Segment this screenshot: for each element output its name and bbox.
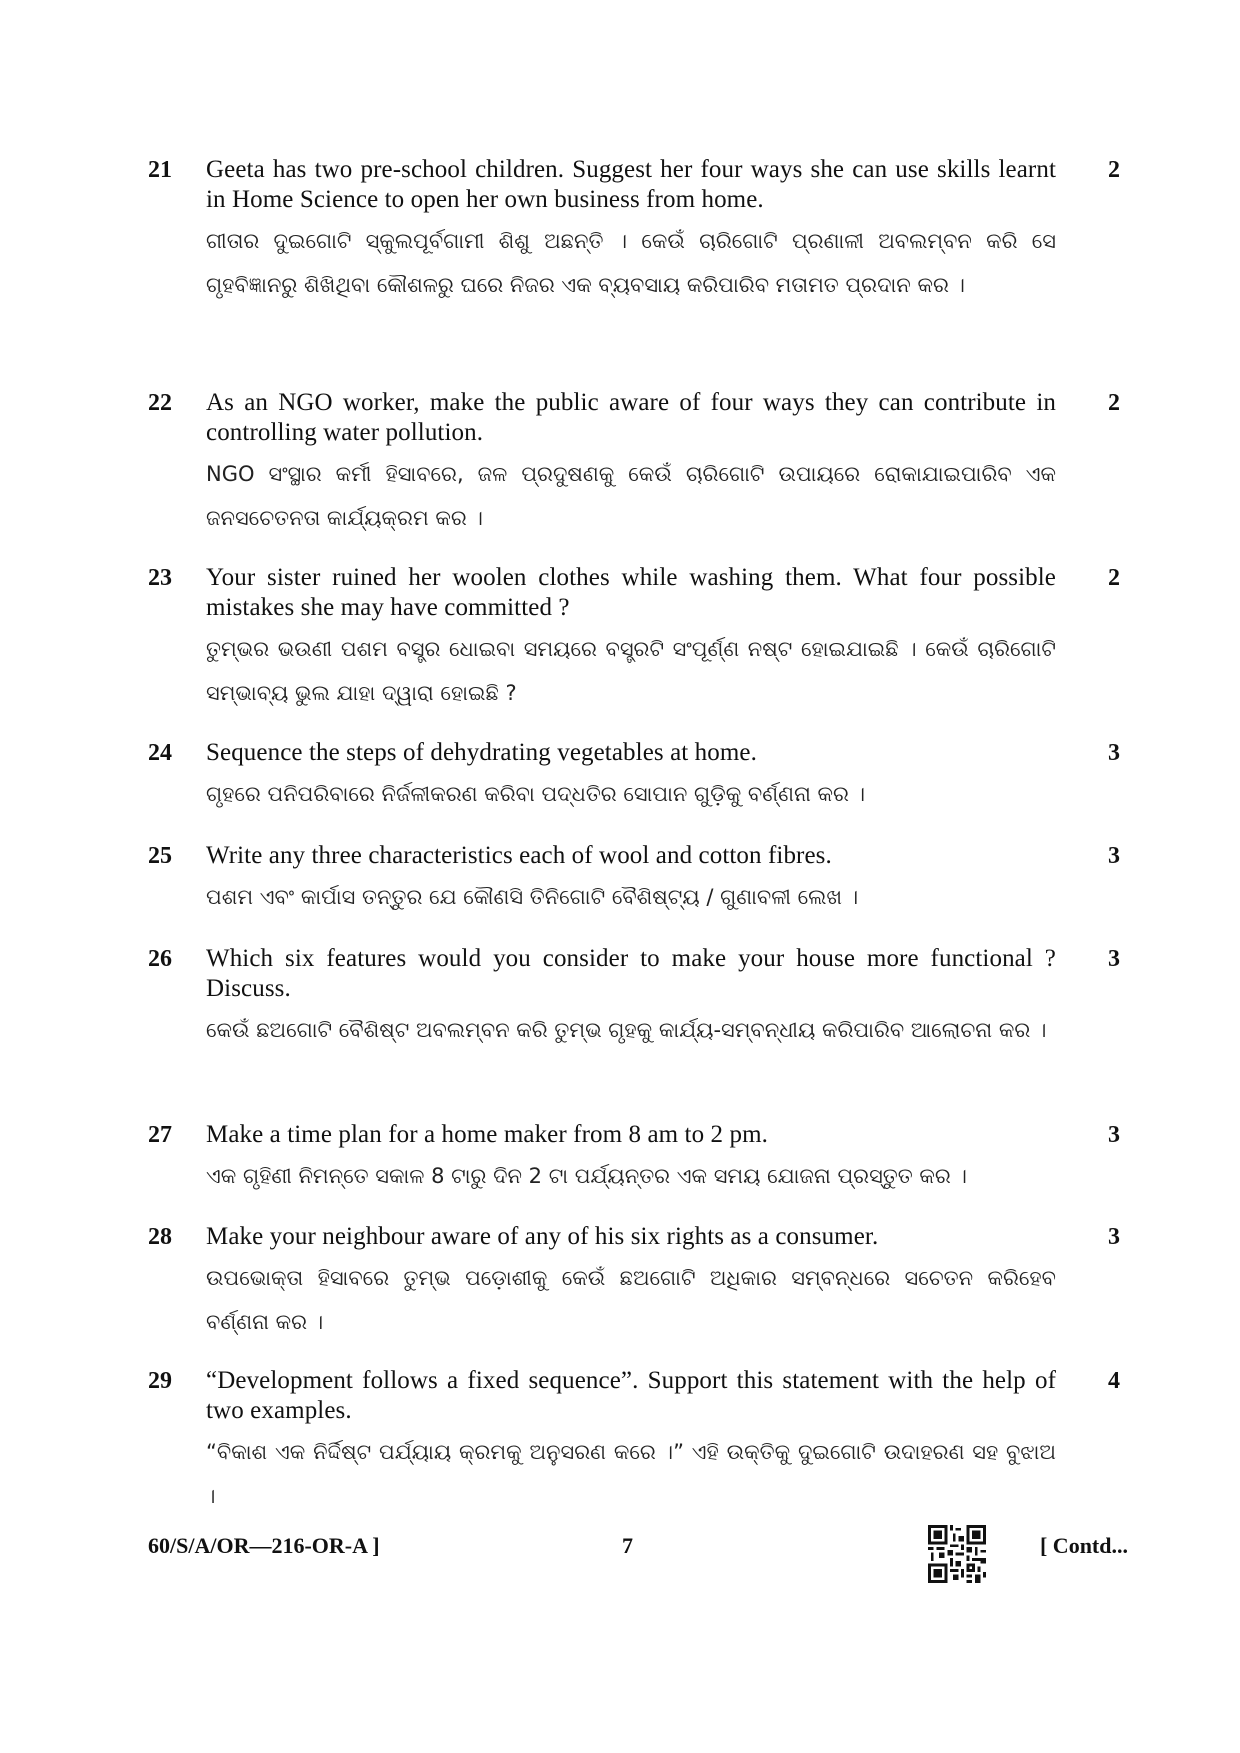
- question-text: [206, 738, 1056, 816]
- question-text: [206, 563, 1056, 715]
- question-text: [206, 944, 1056, 1052]
- question-english: Write any three characteristics each of wool and cotton fibres.: [206, 842, 832, 869]
- question-text: [206, 1366, 1056, 1518]
- question-english: Your sister ruined her woolen clothes while washing them. What four possible mistakes she may have committed ?: [206, 564, 1056, 621]
- question-english: Make a time plan for a home maker from 8 am to 2 pm.: [206, 1121, 768, 1148]
- question-number: 25: [148, 843, 172, 869]
- question-odia: “ବିକାଶ ଏକ ନିର୍ଦ୍ଦିଷ୍ଟ ପର୍ଯ୍ୟାୟ କ୍ରମକୁ ଅନୁସରଣ କରେ ।” ଏହି ଉକ୍ତିକୁ ଦୁଇଗୋଟି ଉଦାହରଣ ସହ ବୁଝାଅ ।: [206, 1440, 1056, 1508]
- question-text: [206, 1120, 1056, 1198]
- question-marks: 3: [1108, 843, 1120, 869]
- question-english: Geeta has two pre-school children. Suggest her four ways she can use skills learnt in Home Science to open her own business from home.: [206, 156, 1056, 213]
- question-text: [206, 841, 1056, 919]
- question-text: [206, 1222, 1056, 1344]
- question-odia: ଏକ ଗୃହିଣୀ ନିମନ୍ତେ ସକାଳ 8 ଟାରୁ ଦିନ 2 ଟା ପର୍ଯ୍ୟନ୍ତର ଏକ ସମୟ ଯୋଜନା ପ୍ରସ୍ତୁତ କର ।: [206, 1164, 967, 1188]
- question-english: Sequence the steps of dehydrating vegetables at home.: [206, 739, 757, 766]
- question-odia: ଗୃହରେ ପନିପରିବାରେ ନିର୍ଜଳୀକରଣ କରିବା ପଦ୍ଧତିର ସୋପାନ ଗୁଡ଼ିକୁ ବର୍ଣ୍ଣନା କର ।: [206, 782, 866, 806]
- question-odia: କେଉଁ ଛଅଗୋଟି ବୈଶିଷ୍ଟ ଅବଲମ୍ବନ କରି ତୁମ୍ଭ ଗୃହକୁ କାର୍ଯ୍ୟ-ସମ୍ବନ୍ଧୀୟ କରିପାରିବ ଆଲୋଚନା କର ।: [206, 1018, 1047, 1042]
- question-odia: ତୁମ୍ଭର ଭଉଣୀ ପଶମ ବସ୍ତ୍ର ଧୋଇବା ସମୟରେ ବସ୍ତ୍ରଟି ସଂପୂର୍ଣ୍ଣ ନଷ୍ଟ ହୋଇଯାଇଛି । କେଉଁ ଚାରିଗୋଟି ସମ୍ଭାବ୍ୟ ଭୁଲ ଯାହା ଦ୍ୱାରା ହୋଇଛି ?: [206, 637, 1056, 705]
- question-number: 27: [148, 1122, 172, 1148]
- page-footer: [148, 1525, 1128, 1585]
- question-odia: ପଶମ ଏବଂ କାର୍ପାସ ତନ୍ତୁର ଯେ କୌଣସି ତିନିଗୋଟି ବୈଶିଷ୍ଟ୍ୟ / ଗୁଣାବଳୀ ଲେଖ ।: [206, 885, 859, 909]
- question-marks: 3: [1108, 1122, 1120, 1148]
- question-odia: ଗୀତାର ଦୁଇଗୋଟି ସ୍କୁଲପୂର୍ବଗାମୀ ଶିଶୁ ଅଛନ୍ତି । କେଉଁ ଚାରିଗୋଟି ପ୍ରଣାଳୀ ଅବଲମ୍ବନ କରି ସେ ଗୃହବିଜ୍ଞାନରୁ ଶିଖିଥିବା କୌଶଳରୁ ଘରେ ନିଜର ଏକ ବ୍ୟବସାୟ କରିପାରିବ ମତାମତ ପ୍ରଦାନ କର ।: [206, 229, 1056, 297]
- page-number: 7: [622, 1533, 633, 1558]
- question-marks: 3: [1108, 1224, 1120, 1250]
- question-number: 24: [148, 740, 172, 766]
- question-number: 28: [148, 1224, 172, 1250]
- question-number: 26: [148, 946, 172, 972]
- question-text: [206, 155, 1056, 307]
- question-marks: 4: [1108, 1368, 1120, 1394]
- qr-code-icon: [928, 1525, 986, 1583]
- question-marks: 2: [1108, 157, 1120, 183]
- question-odia: NGO ସଂସ୍ଥାର କର୍ମୀ ହିସାବରେ, ଜଳ ପ୍ରଦୁଷଣକୁ କେଉଁ ଚାରିଗୋଟି ଉପାୟରେ ରୋକାଯାଇପାରିବ ଏକ ଜନସଚେତନତା କାର୍ଯ୍ୟକ୍ରମ କର ।: [206, 462, 1056, 530]
- question-number: 29: [148, 1368, 172, 1394]
- question-marks: 2: [1108, 565, 1120, 591]
- question-text: [206, 388, 1056, 540]
- continued-label: [ Contd...: [1039, 1533, 1128, 1558]
- question-english: As an NGO worker, make the public aware of four ways they can contribute in controlling water pollution.: [206, 389, 1056, 446]
- question-odia: ଉପଭୋକ୍ତା ହିସାବରେ ତୁମ୍ଭ ପଡ଼ୋଶୀକୁ କେଉଁ ଛଅଗୋଟି ଅଧିକାର ସମ୍ବନ୍ଧରେ ସଚେତନ କରିହେବ ବର୍ଣ୍ଣନା କର ।: [206, 1266, 1056, 1334]
- question-number: 21: [148, 157, 172, 183]
- paper-code: 60/S/A/OR—216-OR-A ]: [148, 1533, 380, 1558]
- question-english: Make your neighbour aware of any of his six rights as a consumer.: [206, 1223, 879, 1250]
- question-number: 23: [148, 565, 172, 591]
- question-marks: 2: [1108, 390, 1120, 416]
- question-english: “Development follows a fixed sequence”. Support this statement with the help of two examples.: [206, 1367, 1056, 1424]
- question-marks: 3: [1108, 946, 1120, 972]
- question-number: 22: [148, 390, 172, 416]
- question-marks: 3: [1108, 740, 1120, 766]
- question-english: Which six features would you consider to make your house more functional ? Discuss.: [206, 945, 1056, 1002]
